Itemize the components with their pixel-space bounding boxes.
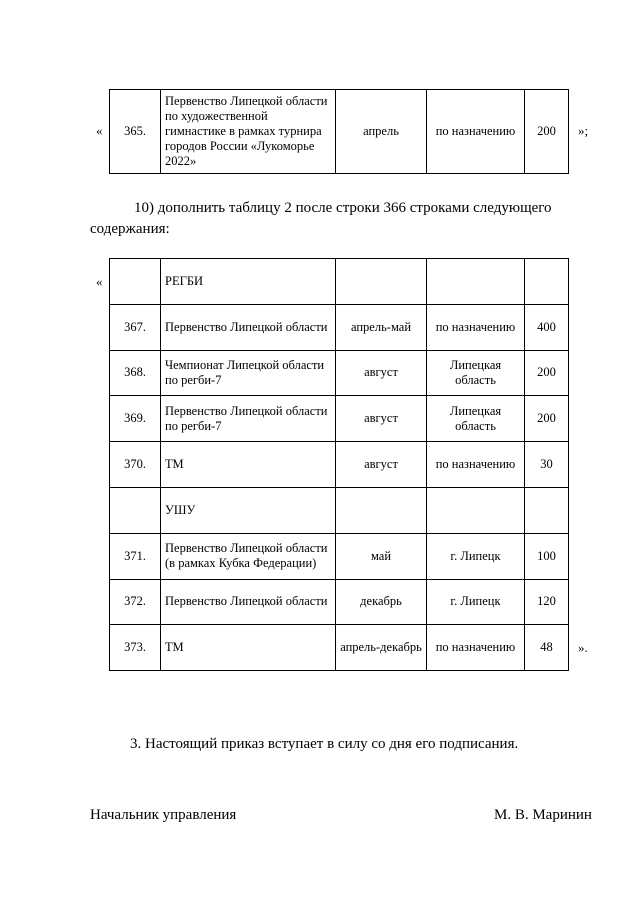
table-events-2	[109, 258, 569, 671]
row-number: 373.	[110, 625, 161, 671]
participant-count: 30	[525, 442, 569, 488]
section-header-row	[110, 259, 569, 305]
event-name: Первенство Липецкой области (в рамках Кубка Федерации)	[161, 533, 336, 579]
participant-count: 200	[525, 396, 569, 442]
table-row	[110, 442, 569, 488]
table-row	[110, 579, 569, 625]
event-place	[427, 259, 525, 305]
instruction-line-1: 10) дополнить таблицу 2 после строки 366 строками следующего	[134, 200, 552, 216]
table-row	[110, 533, 569, 579]
order-clause: 3. Настоящий приказ вступает в силу со дня его подписания.	[130, 736, 519, 752]
row-number: 369.	[110, 396, 161, 442]
table-events-1	[109, 89, 569, 174]
event-place: Липецкая область	[427, 350, 525, 396]
participant-count: 100	[525, 533, 569, 579]
table-row	[110, 396, 569, 442]
row-number	[110, 259, 161, 305]
event-period: август	[336, 350, 427, 396]
row-number	[110, 487, 161, 533]
table-row	[110, 625, 569, 671]
table-row	[110, 90, 569, 174]
row-number: 365.	[110, 90, 161, 174]
closing-quote-mark: »;	[578, 123, 589, 138]
participant-count: 400	[525, 304, 569, 350]
section-title: УШУ	[161, 487, 336, 533]
instruction-line-2: содержания:	[90, 221, 170, 237]
row-number: 368.	[110, 350, 161, 396]
table-row	[110, 350, 569, 396]
event-place: по назначению	[427, 304, 525, 350]
event-period	[336, 259, 427, 305]
participant-count	[525, 487, 569, 533]
event-place	[427, 487, 525, 533]
event-place: по назначению	[427, 90, 525, 174]
participant-count: 120	[525, 579, 569, 625]
row-number: 372.	[110, 579, 161, 625]
event-period: апрель	[336, 90, 427, 174]
event-period: май	[336, 533, 427, 579]
event-name: ТМ	[161, 442, 336, 488]
row-number: 371.	[110, 533, 161, 579]
row-number: 367.	[110, 304, 161, 350]
signature-name: М. В. Маринин	[494, 807, 592, 823]
event-name: ТМ	[161, 625, 336, 671]
event-name: Первенство Липецкой области по художественной гимнастике в рамках турнира городов России «Лукоморье 2022»	[161, 90, 336, 174]
event-name: Первенство Липецкой области	[161, 304, 336, 350]
event-place: г. Липецк	[427, 579, 525, 625]
row-number: 370.	[110, 442, 161, 488]
table-row	[110, 304, 569, 350]
closing-quote-mark: ».	[578, 640, 588, 655]
opening-quote-mark: «	[96, 274, 103, 289]
event-name: Первенство Липецкой области по регби-7	[161, 396, 336, 442]
event-name: Первенство Липецкой области	[161, 579, 336, 625]
participant-count: 48	[525, 625, 569, 671]
event-place: г. Липецк	[427, 533, 525, 579]
event-period: апрель-май	[336, 304, 427, 350]
event-period: август	[336, 442, 427, 488]
event-period: декабрь	[336, 579, 427, 625]
participant-count	[525, 259, 569, 305]
signature-position: Начальник управления	[90, 807, 237, 823]
participant-count: 200	[525, 350, 569, 396]
section-title: РЕГБИ	[161, 259, 336, 305]
event-period: апрель-декабрь	[336, 625, 427, 671]
event-name: Чемпионат Липецкой области по регби-7	[161, 350, 336, 396]
event-place: по назначению	[427, 442, 525, 488]
opening-quote-mark: «	[96, 123, 103, 138]
event-period	[336, 487, 427, 533]
event-period: август	[336, 396, 427, 442]
event-place: по назначению	[427, 625, 525, 671]
event-place: Липецкая область	[427, 396, 525, 442]
participant-count: 200	[525, 90, 569, 174]
section-header-row	[110, 487, 569, 533]
